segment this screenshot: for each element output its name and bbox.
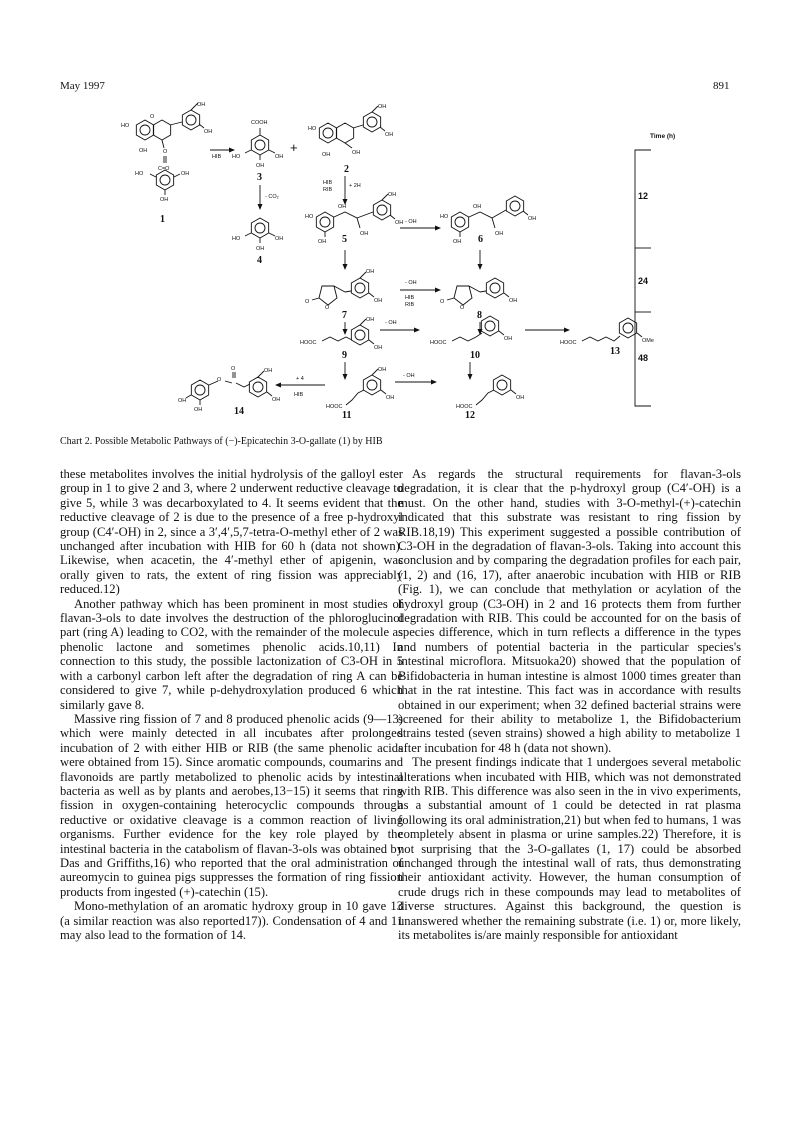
compound-11-structure: [346, 369, 386, 405]
label-o: O: [460, 305, 465, 311]
running-header-date: May 1997: [60, 80, 105, 92]
label-oh: OH: [509, 298, 518, 304]
reagent-minus-oh: - OH: [405, 280, 417, 286]
compound-5-structure: [316, 194, 395, 237]
label-ho: HO: [440, 214, 449, 220]
label-oh: OH: [139, 148, 148, 154]
label-oh: OH: [378, 367, 387, 373]
figure-caption: Chart 2. Possible Metabolic Pathways of (−)-Epicatechin 3-O-gallate (1) by HIB: [60, 436, 383, 447]
compound-3-structure: [245, 128, 275, 160]
label-oh: OH: [453, 239, 462, 245]
label-o: O: [440, 299, 445, 305]
label-oh: OH: [473, 204, 482, 210]
label-oh: OH: [322, 152, 331, 158]
label-oh: OH: [385, 132, 394, 138]
label-ome: OMe: [642, 338, 654, 344]
label-o: O: [231, 366, 236, 372]
label-oh: OH: [516, 395, 525, 401]
compound-number: 1: [160, 214, 165, 225]
reagent-hib: HIB: [323, 180, 333, 186]
compound-number: 3: [257, 172, 262, 183]
label-ho: HO: [305, 214, 314, 220]
compound-14-structure: [186, 371, 272, 405]
compound-number: 5: [342, 234, 347, 245]
compound-4-structure: [245, 218, 275, 243]
label-oh: OH: [318, 239, 327, 245]
reagent-hib: HIB: [294, 392, 304, 398]
compound-number: 4: [257, 255, 262, 266]
paragraph: As regards the structural requirements for flavan-3-ols degradation, it is clear that the p-hydroxyl group (C4′-OH) is a must. On the other hand, studies with 3-O-methyl-(+)-catechin indicated that this substrate was resistant to ring fission by RIB.18,19) This experiment suggested a possible contribution of C3-OH in the degradation of flavan-3-ols. Taking into account this conclusion and by comparing the degradation profiles for each pair, (1, 2) and (16, 17), after anaerobic incubation with HIB or RIB (Fig. 1), we can conclude that methylation or acylation of the hydroxyl group (C3-OH) in 2 and 16 protects them from further degradation with RIB. This could be accounted for on the basis of species difference, which in turn reflects a difference in the types and numbers of potential bacteria in the particular species's intestinal microflora. Mitsuoka20) showed that the population of Bifidobacteria in human intestine is almost 1000 times greater than that in the rat intestine. This fact was in accordance with results obtained in our experiment; when 32 defined bacterial strains were screened for their ability to metabolize 1, the Bifidobacterium strains tested (seven strains) showed a high ability to metabolize 1 after incubation for 48 h (data not shown).: [398, 467, 741, 755]
reagent-plus-2h: + 2H: [349, 183, 361, 189]
reagent-hib: HIB: [212, 154, 222, 160]
compound-2-structure: [319, 106, 385, 148]
label-ho: HO: [121, 123, 130, 129]
label-oh: OH: [204, 129, 213, 135]
label-carbonyl: C=O: [158, 166, 170, 172]
label-ho: HO: [232, 154, 241, 160]
label-ho: HO: [308, 126, 317, 132]
compound-number: 12: [465, 410, 475, 421]
reagent-minus-oh: - OH: [405, 219, 417, 225]
label-oh: OH: [194, 407, 203, 413]
compound-number: 10: [470, 350, 480, 361]
label-oh: OH: [360, 231, 369, 237]
reagent-plus-4: + 4: [296, 376, 304, 382]
label-o: O: [305, 299, 310, 305]
label-o: O: [163, 149, 168, 155]
label-o: O: [325, 305, 330, 311]
label-oh: OH: [275, 154, 284, 160]
label-oh: OH: [352, 150, 361, 156]
label-ho: HO: [232, 236, 241, 242]
label-oh: OH: [275, 236, 284, 242]
label-oh: OH: [272, 397, 281, 403]
paragraph: Massive ring fission of 7 and 8 produced phenolic acids (9—13) which were mainly detected in all incubates after prolonged incubation of 2 with either HIB or RIB (the same phenolic acids were obtained from 15). Since aromatic compounds, coumarins and flavonoids are partly metabolized to phenolic acids by intestinal bacteria as well as by plants and aerobes,13−15) it seems that ring fission in oxygen-containing heterocyclic compounds through reductive or oxidative cleavage is a common reaction of living organisms. Further evidence for the key role played by the intestinal bacteria in the catabolism of flavan-3-ols was obtained by Das and Griffiths,16) who reported that the oral administration of aureomycin to guinea pigs suppresses the formation of ring fission products from ingested (+)-catechin (15).: [60, 711, 403, 899]
metabolic-pathway-scheme: [60, 100, 740, 430]
time-tick: 24: [638, 276, 649, 286]
label-hooc: HOOC: [300, 340, 317, 346]
compound-6-structure: [451, 196, 528, 237]
label-o: O: [217, 377, 222, 383]
reagent-minus-oh: - OH: [385, 320, 397, 326]
time-tick: 48: [638, 353, 649, 363]
label-oh: OH: [338, 204, 347, 210]
paragraph: Mono-methylation of an aromatic hydroxy group in 10 gave 13 (a similar reaction was also reported17)). Condensation of 4 and 11 may also lead to the formation of 14.: [60, 899, 403, 942]
compound-13-structure: [582, 318, 642, 341]
reagent-minus-oh: - OH: [403, 373, 415, 379]
label-oh: OH: [366, 269, 375, 275]
reagent-rib: RIB: [323, 187, 333, 193]
label-oh: OH: [366, 317, 375, 323]
label-oh: OH: [386, 395, 395, 401]
label-oh: OH: [264, 368, 273, 374]
compound-number: 6: [478, 234, 483, 245]
label-oh: OH: [197, 102, 206, 108]
label-oh: OH: [504, 336, 513, 342]
compound-number: 8: [477, 310, 482, 321]
paragraph: The present findings indicate that 1 undergoes several metabolic alterations when incubated with HIB, which was not demonstrated with RIB. This difference was also seen in the in vivo experiments, as a substantial amount of 1 could be detected in rat plasma following its oral administration,21) but when fed to humans, 1 was completely absent in plasma or urine samples.22) Therefore, it is not surprising that the 3-O-gallates (1, 17) could be absorbed unchanged through the intestinal wall of rats, thus demonstrating their antioxidant activity. However, the human consumption of crude drugs rich in these compounds may lead to metabolites of diverse structures. Against this background, the question is unanswered whether the remaining substrate (i.e. 1) or, more likely, its metabolites is/are mainly responsible for antioxidant: [398, 755, 741, 942]
label-hooc: HOOC: [326, 404, 343, 410]
label-hooc: HOOC: [430, 340, 447, 346]
label-oh: OH: [528, 216, 537, 222]
reagent-minus-co2: - CO₂: [265, 194, 279, 200]
compound-8-structure: [447, 278, 509, 305]
label-o: O: [150, 114, 155, 120]
compound-number: 11: [342, 410, 352, 421]
label-ho: HO: [135, 171, 144, 177]
compound-number: 2: [344, 164, 349, 175]
time-axis-label: Time (h): [650, 133, 676, 140]
label-oh: OH: [160, 197, 169, 203]
paragraph: Another pathway which has been prominent in most studies of flavan-3-ols to date involves the destruction of the phloroglucinol part (ring A) leading to CO2, with the remainder of the molecule as phenolic lactone and sometimes phenolic acids.10,11) In connection to this study, the possible lactonization of C3-OH in 5 with a carbonyl carbon left after the degradation of ring A can be considered to give 7, while p-dehydroxylation produced 6 which similarly gave 8.: [60, 596, 403, 712]
label-oh: OH: [374, 298, 383, 304]
label-oh: OH: [178, 398, 187, 404]
reagent-rib: RIB: [405, 302, 415, 308]
compound-number: 13: [610, 346, 620, 357]
label-hooc: HOOC: [560, 340, 577, 346]
label-cooh: COOH: [251, 120, 268, 126]
plus-sign: +: [290, 140, 298, 155]
label-oh: OH: [256, 163, 265, 169]
label-oh: OH: [256, 246, 265, 252]
label-oh: OH: [181, 171, 190, 177]
compound-number: 9: [342, 350, 347, 361]
body-column-right: [398, 467, 741, 942]
compound-number: 14: [234, 406, 244, 417]
label-oh: OH: [388, 192, 397, 198]
page-number: 891: [713, 80, 730, 92]
time-tick: 12: [638, 191, 649, 201]
reagent-hib: HIB: [405, 295, 415, 301]
compound-number: 7: [342, 310, 347, 321]
label-oh: OH: [378, 104, 387, 110]
compound-7-structure: [312, 272, 374, 305]
compound-12-structure: [476, 375, 516, 405]
label-oh: OH: [395, 220, 404, 226]
paragraph: these metabolites involves the initial hydrolysis of the galloyl ester group in 1 to give 2 and 3, where 2 underwent reductive cleavage to give 5, while 3 was decarboxylated to 4. It seems evident that the reductive cleavage of 2 is due to the presence of a free p-hydroxyl group (C4′-OH) in 2, since a 3′,4′,5,7-tetra-O-methyl ether of 2 was unchanged after incubation with HIB for 60 h (data not shown). Likewise, when acacetin, the 4′-methyl ether of apigenin, was orally given to rats, the extent of ring fission was appreciably reduced.12): [60, 467, 403, 597]
label-hooc: HOOC: [456, 404, 473, 410]
body-column-left: [60, 467, 403, 942]
label-oh: OH: [495, 231, 504, 237]
label-oh: OH: [374, 345, 383, 351]
